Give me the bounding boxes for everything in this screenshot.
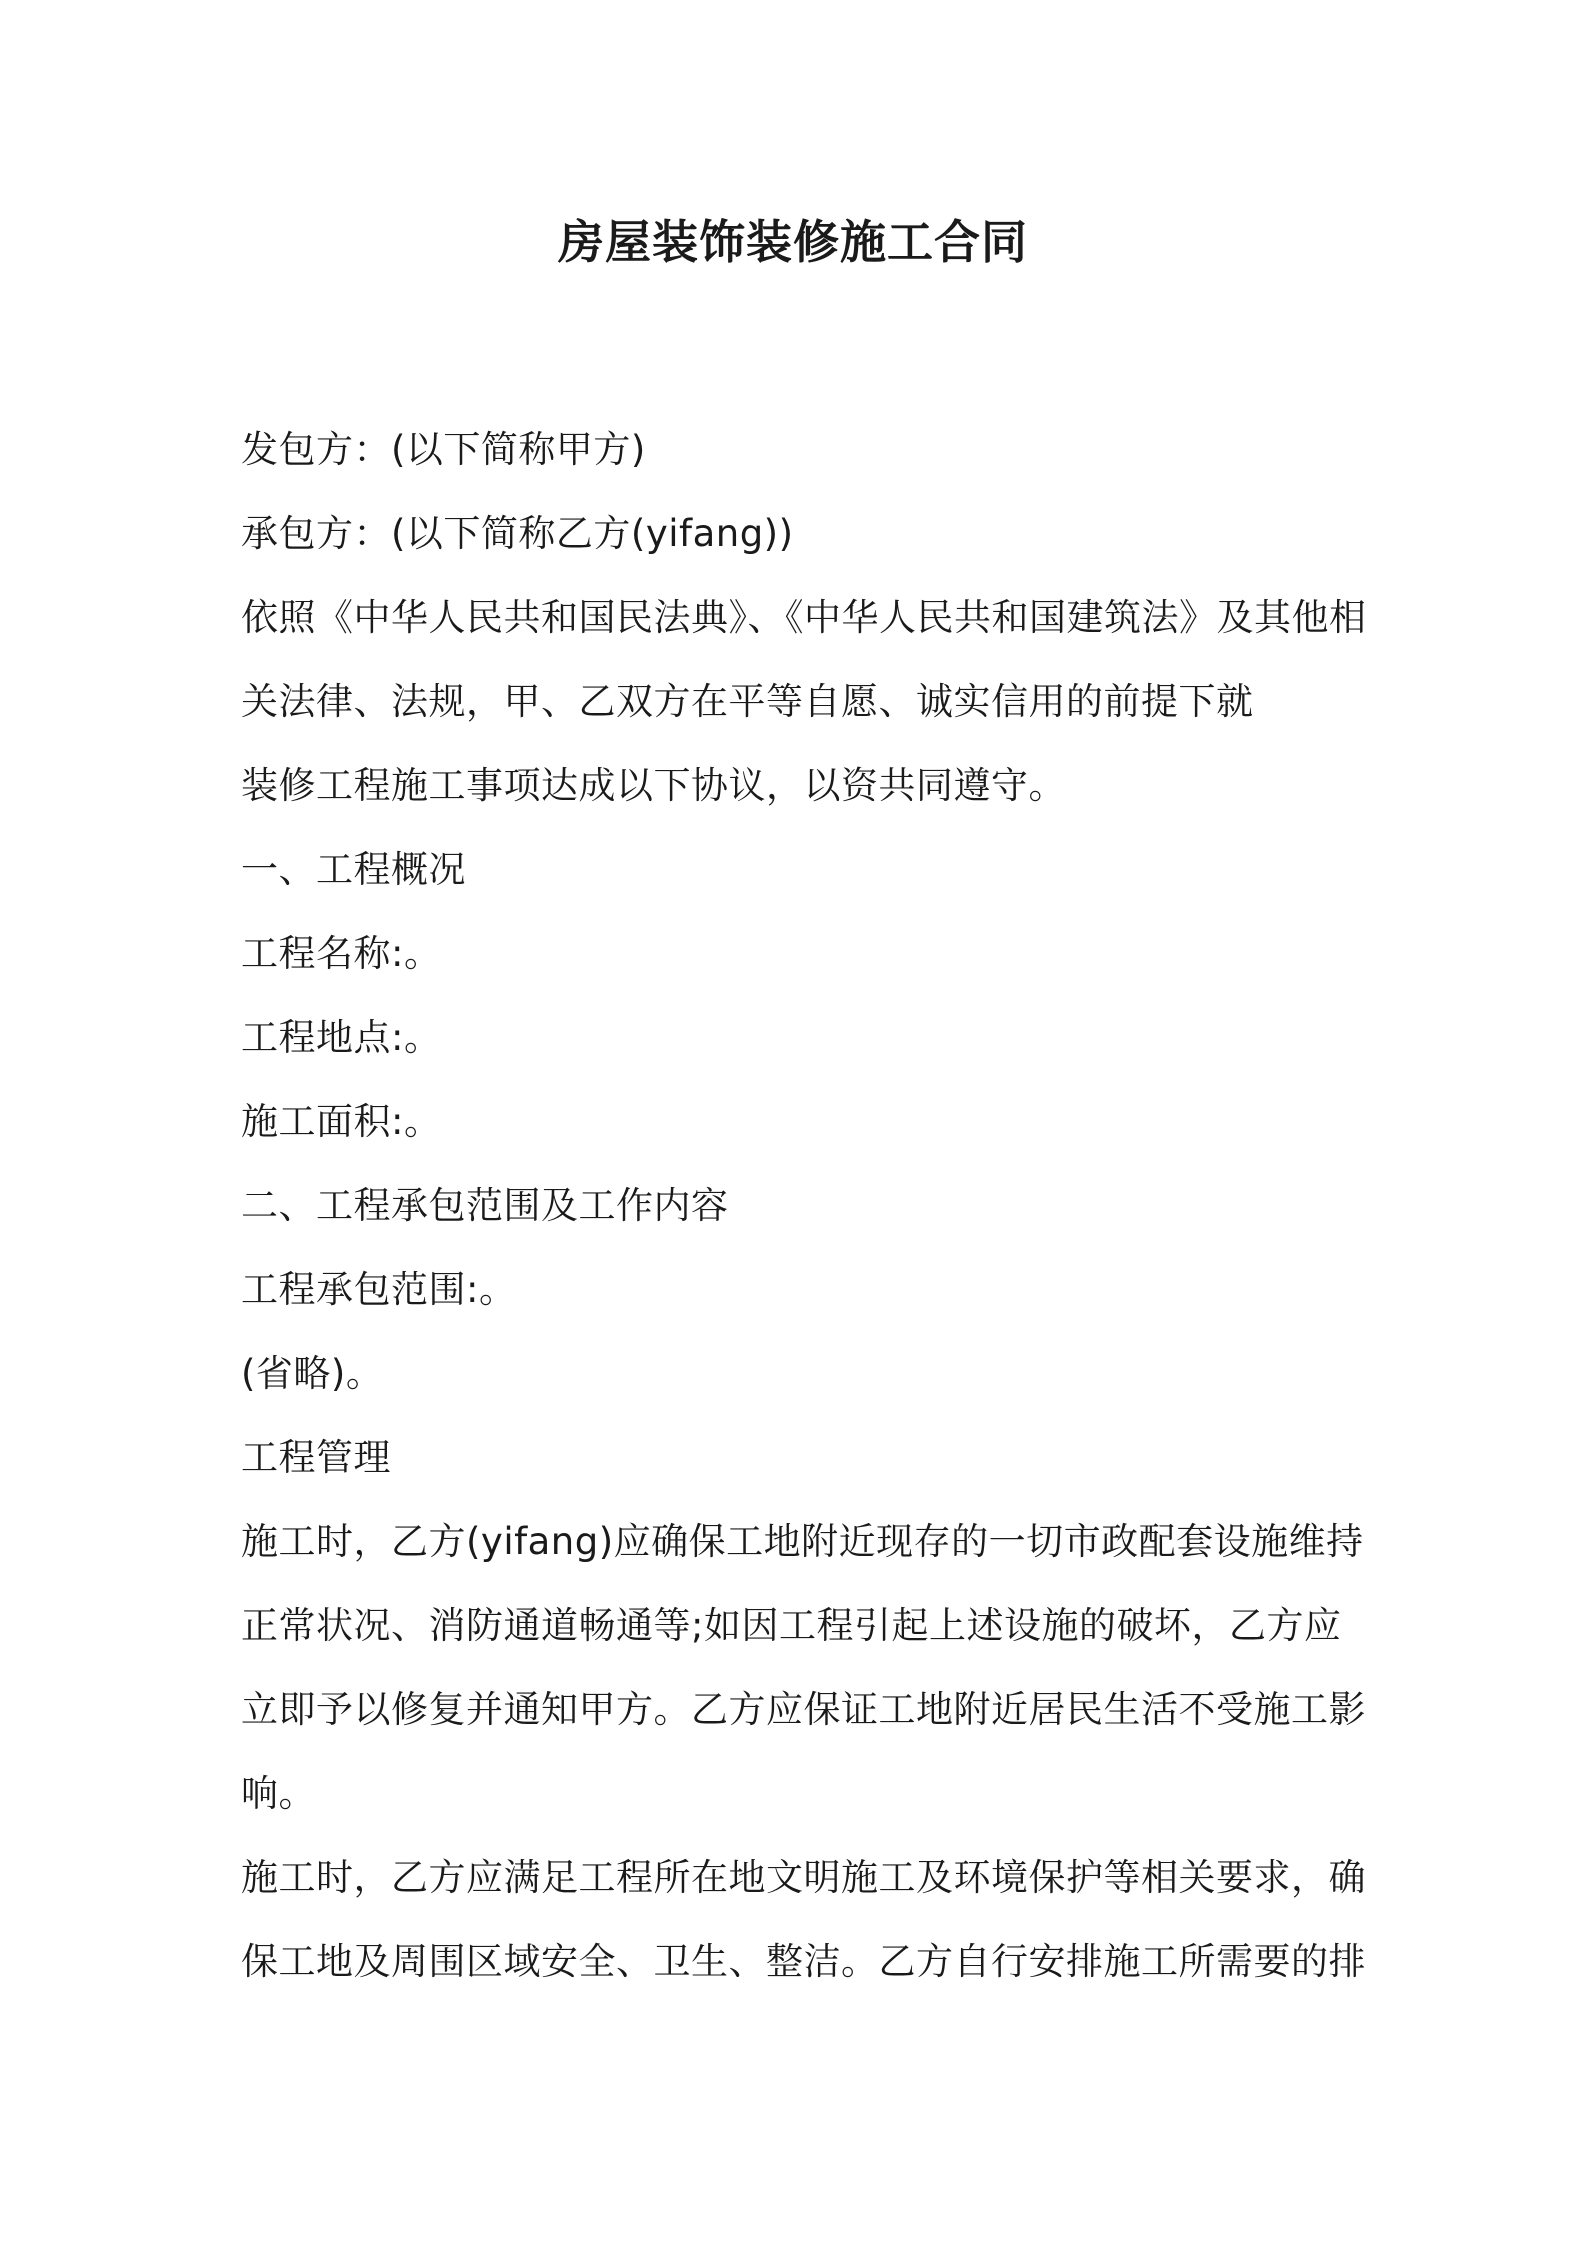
preamble-line-3: 装修工程施工事项达成以下协议，以资共同遵守。 <box>241 764 1066 807</box>
omitted-line: (省略)。 <box>241 1352 384 1395</box>
section-heading-2: 二、工程承包范围及工作内容 <box>241 1184 729 1227</box>
paragraph-1-line-4: 响。 <box>241 1772 316 1815</box>
document-body <box>241 408 1367 2004</box>
preamble-line-1: 依照《中华人民共和国民法典》、《中华人民共和国建筑法》及其他相 <box>241 596 1367 639</box>
paragraph-1-line-2: 正常状况、消防通道畅通等;如因工程引起上述设施的破坏，乙方应 <box>241 1604 1342 1647</box>
project-management-heading: 工程管理 <box>241 1436 391 1479</box>
project-name-line: 工程名称:。 <box>241 932 442 975</box>
paragraph-2-line-2: 保工地及周围区域安全、卫生、整洁。乙方自行安排施工所需要的排 <box>241 1940 1366 1983</box>
document-title: 房屋装饰装修施工合同 <box>558 215 1028 269</box>
paragraph-1-line-1: 施工时，乙方(yifang)应确保工地附近现存的一切市政配套设施维持 <box>241 1520 1364 1563</box>
project-location-line: 工程地点:。 <box>241 1016 442 1059</box>
paragraph-2-line-1: 施工时，乙方应满足工程所在地文明施工及环境保护等相关要求，确 <box>241 1856 1366 1899</box>
preamble-line-2: 关法律、法规，甲、乙双方在平等自愿、诚实信用的前提下就 <box>241 680 1254 723</box>
contract-scope-line: 工程承包范围:。 <box>241 1268 517 1311</box>
party-b-line: 承包方：(以下简称乙方(yifang)) <box>241 512 794 555</box>
paragraph-1-line-3: 立即予以修复并通知甲方。乙方应保证工地附近居民生活不受施工影 <box>241 1688 1366 1731</box>
party-a-line: 发包方：(以下简称甲方) <box>241 428 646 471</box>
section-heading-1: 一、工程概况 <box>241 848 466 891</box>
construction-area-line: 施工面积:。 <box>241 1100 442 1143</box>
